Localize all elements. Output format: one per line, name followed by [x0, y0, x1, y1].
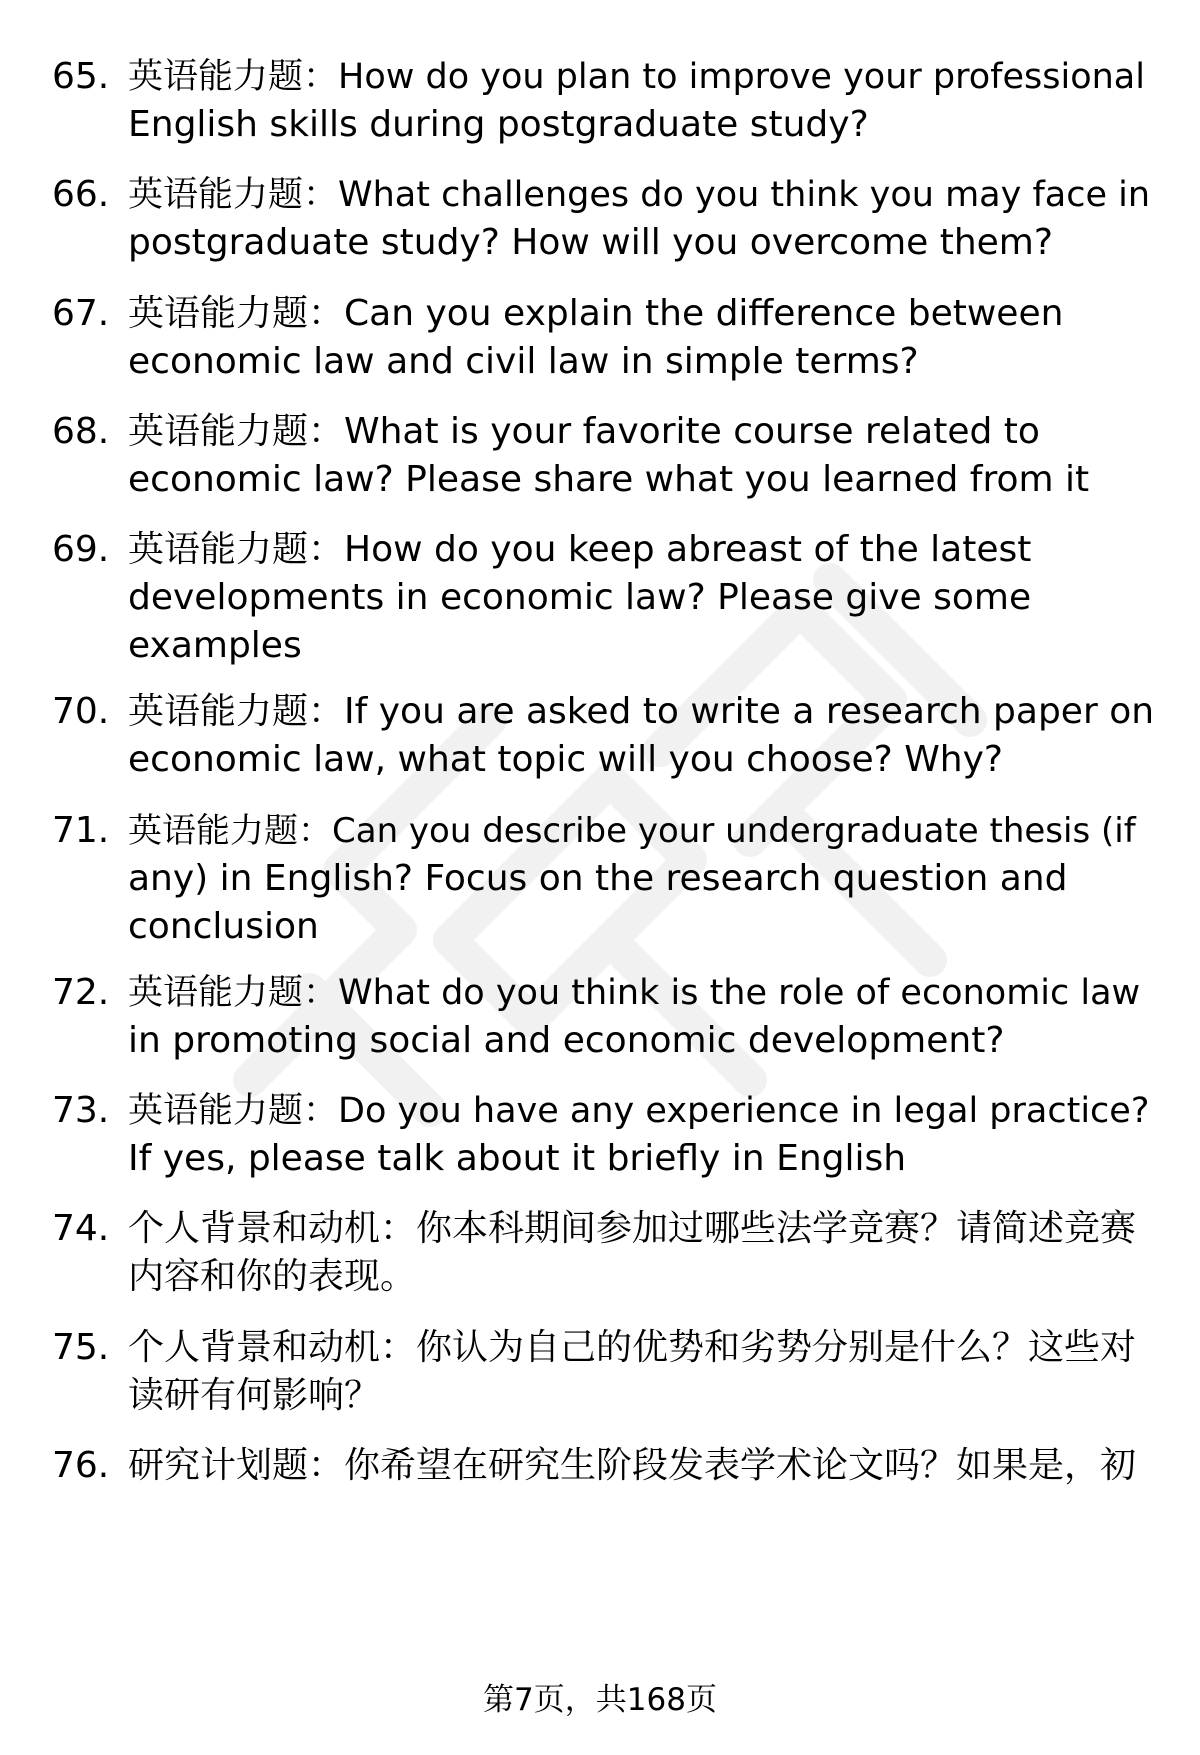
question-number: 76.: [52, 1445, 110, 1486]
question-line: 读研有何影响？: [128, 1375, 381, 1416]
question-line: 研究计划题：你希望在研究生阶段发表学术论文吗？如果是，初: [128, 1445, 1137, 1486]
question-line: 个人背景和动机：你认为自己的优势和劣势分别是什么？这些对: [128, 1327, 1137, 1368]
question-line: 英语能力题：How do you plan to improve your professional: [128, 57, 1145, 97]
question-line: 英语能力题：Can you explain the difference between: [128, 293, 1064, 334]
question-line: economic law and civil law in simple terms?: [128, 341, 919, 382]
question-number: 69.: [52, 529, 110, 570]
question-text: [128, 1442, 1158, 1490]
question-line: 英语能力题：How do you keep abreast of the latest: [128, 529, 1032, 570]
question-text: [128, 807, 1158, 951]
question-line: economic law, what topic will you choose? Why?: [128, 739, 1004, 780]
question-line: 英语能力题：If you are asked to write a research paper on: [128, 691, 1155, 732]
question-text: [128, 408, 1158, 504]
question-line: postgraduate study? How will you overcome them?: [128, 222, 1053, 263]
question-line: in promoting social and economic development?: [128, 1020, 1005, 1061]
question-text: [128, 171, 1158, 267]
question-number: 72.: [52, 972, 110, 1013]
question-text: [128, 53, 1158, 149]
question-line: 个人背景和动机：你本科期间参加过哪些法学竞赛？请简述竞赛: [128, 1208, 1137, 1249]
question-line: 英语能力题：What is your favorite course related to: [128, 411, 1040, 452]
question-line: 英语能力题：What challenges do you think you may face in: [128, 175, 1151, 215]
question-line: 英语能力题：Do you have any experience in legal practice?: [128, 1091, 1150, 1131]
question-line: any) in English? Focus on the research question and: [128, 858, 1068, 899]
page-footer: 第7页，共168页: [483, 1682, 717, 1718]
question-number: 65.: [52, 56, 110, 97]
question-number: 70.: [52, 691, 110, 732]
question-text: [128, 969, 1158, 1065]
question-line: 英语能力题：What do you think is the role of economic law: [128, 973, 1141, 1013]
question-line: English skills during postgraduate study?: [128, 104, 869, 145]
question-text: [128, 1087, 1158, 1183]
question-number: 67.: [52, 293, 110, 334]
question-number: 74.: [52, 1208, 110, 1249]
question-number: 68.: [52, 411, 110, 452]
question-number: 66.: [52, 174, 110, 215]
question-line: 英语能力题：Can you describe your undergraduate thesis (if: [128, 811, 1136, 851]
question-number: 75.: [52, 1327, 110, 1368]
question-number: 73.: [52, 1090, 110, 1131]
question-line: If yes, please talk about it briefly in English: [128, 1138, 907, 1179]
question-line: 内容和你的表现。: [128, 1256, 417, 1297]
question-number: 71.: [52, 810, 110, 851]
question-line: conclusion: [128, 906, 319, 947]
question-text: [128, 1324, 1158, 1420]
question-line: economic law? Please share what you learned from it: [128, 459, 1090, 500]
question-text: [128, 290, 1158, 386]
question-text: [128, 526, 1158, 670]
question-line: examples: [128, 625, 302, 666]
question-text: [128, 1205, 1158, 1301]
question-text: [128, 688, 1158, 784]
question-line: developments in economic law? Please give some: [128, 577, 1032, 618]
